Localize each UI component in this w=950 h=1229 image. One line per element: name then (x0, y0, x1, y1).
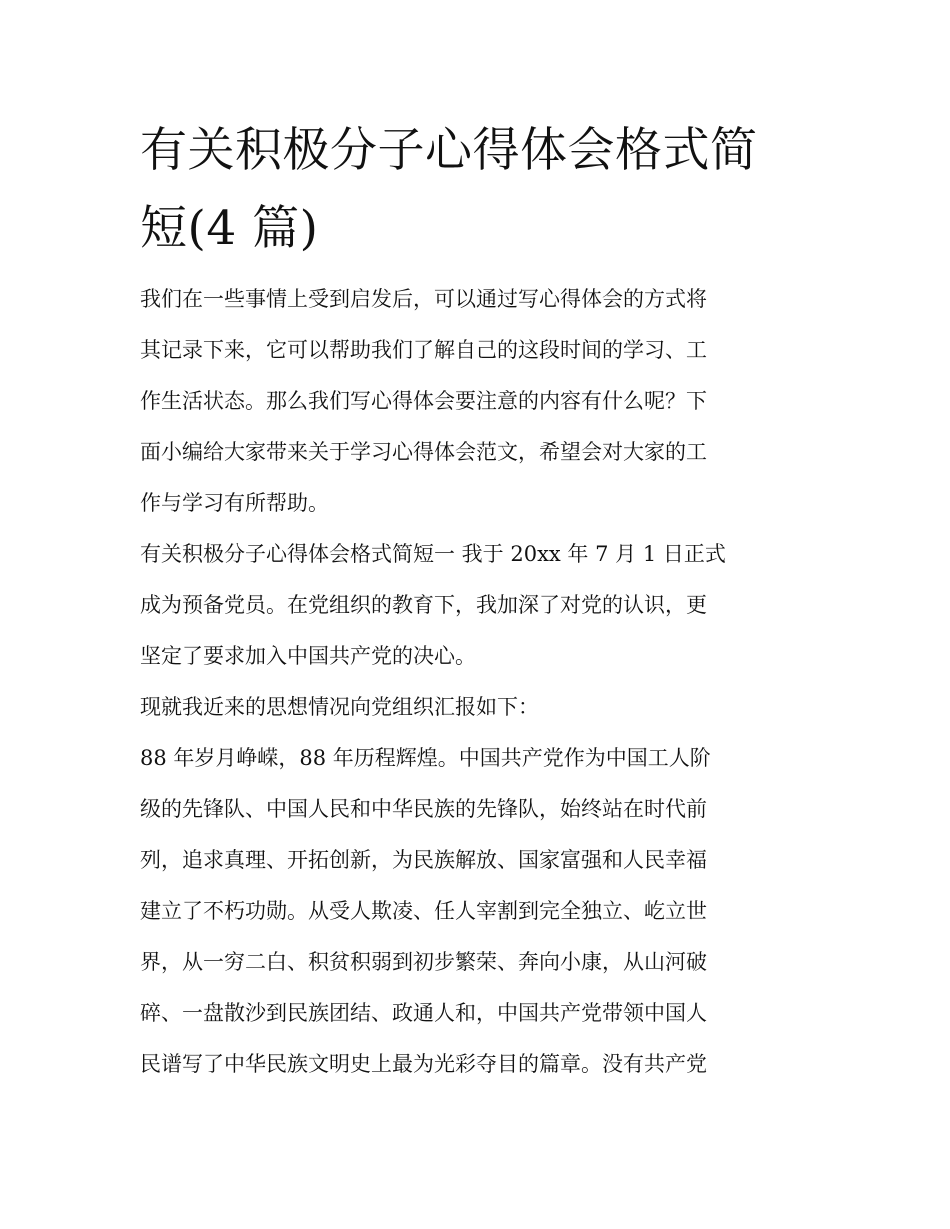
paragraph-line: 作生活状态。那么我们写心得体会要注意的内容有什么呢？下 (140, 389, 707, 413)
section-one-paragraph (140, 529, 812, 682)
paragraph-line: 建立了不朽功勋。从受人欺凌、任人宰割到完全独立、屹立世 (140, 899, 707, 923)
paragraph-line: 坚定了要求加入中国共产党的决心。 (140, 644, 476, 668)
paragraph-line: 现就我近来的思想情况向党组织汇报如下： (140, 695, 539, 719)
document-title: 有关积极分子心得体会格式简 短(4 篇) (140, 123, 758, 256)
paragraph-line: 碎、一盘散沙到民族团结、政通人和，中国共产党带领中国人 (140, 1001, 707, 1025)
paragraph-line: 成为预备党员。在党组织的教育下，我加深了对党的认识，更 (140, 593, 707, 617)
history-paragraph (140, 733, 812, 1090)
paragraph-line: 列，追求真理、开拓创新，为民族解放、国家富强和人民幸福 (140, 848, 707, 872)
report-intro-paragraph (140, 682, 812, 733)
paragraph-line: 有关积极分子心得体会格式简短一 我于 20xx 年 7 月 1 日正式 (140, 542, 726, 566)
intro-paragraph (140, 274, 812, 529)
paragraph-line: 作与学习有所帮助。 (140, 491, 329, 515)
paragraph-line: 面小编给大家带来关于学习心得体会范文，希望会对大家的工 (140, 440, 707, 464)
paragraph-line: 88 年岁月峥嵘，88 年历程辉煌。中国共产党作为中国工人阶 (140, 746, 711, 770)
paragraph-line: 我们在一些事情上受到启发后，可以通过写心得体会的方式将 (140, 287, 707, 311)
paragraph-line: 级的先锋队、中国人民和中华民族的先锋队，始终站在时代前 (140, 797, 707, 821)
paragraph-line: 其记录下来，它可以帮助我们了解自己的这段时间的学习、工 (140, 338, 707, 362)
paragraph-line: 民谱写了中华民族文明史上最为光彩夺目的篇章。没有共产党 (140, 1052, 707, 1076)
document-page (140, 112, 812, 1090)
paragraph-line: 界，从一穷二白、积贫积弱到初步繁荣、奔向小康，从山河破 (140, 950, 707, 974)
